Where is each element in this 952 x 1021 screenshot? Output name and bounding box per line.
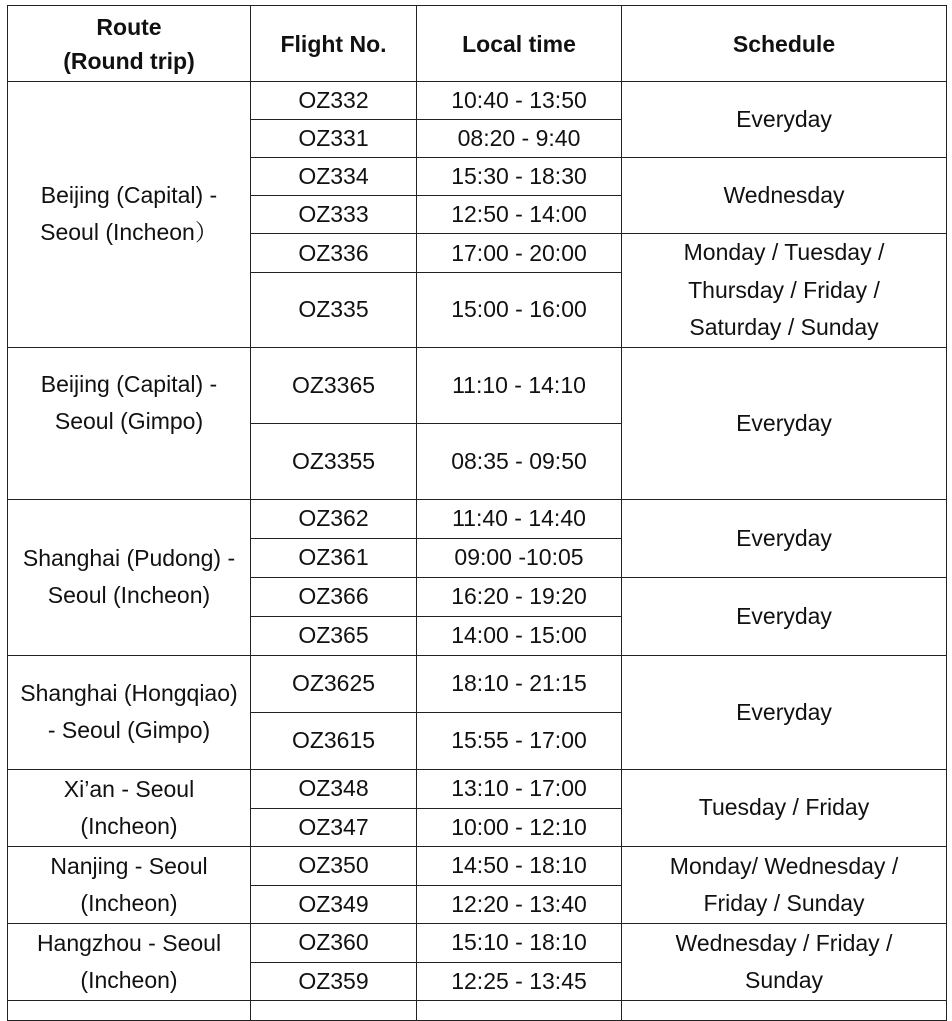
schedule-cell: Monday/ Wednesday / Friday / Sunday — [622, 846, 947, 923]
header-schedule: Schedule — [622, 6, 947, 82]
local-time-cell: 11:10 - 14:10 — [417, 347, 622, 423]
local-time-cell: 12:25 - 13:45 — [417, 962, 622, 1000]
local-time-cell: 12:20 - 13:40 — [417, 885, 622, 923]
local-time-cell: 10:40 - 13:50 — [417, 82, 622, 120]
local-time-cell: 09:00 -10:05 — [417, 538, 622, 577]
flight-no-cell: OZ347 — [251, 808, 417, 846]
flight-no-cell: OZ3625 — [251, 655, 417, 712]
flight-no-cell: OZ362 — [251, 499, 417, 538]
schedule-cell: Everyday — [622, 655, 947, 769]
flight-no-cell: OZ360 — [251, 923, 417, 962]
flight-no-cell: OZ3355 — [251, 423, 417, 499]
local-time-cell: 14:00 - 15:00 — [417, 616, 622, 655]
local-time-cell: 10:00 - 12:10 — [417, 808, 622, 846]
local-time-cell: 15:00 - 16:00 — [417, 273, 622, 347]
flight-schedule-table — [7, 5, 947, 1021]
flight-no-cell: OZ336 — [251, 234, 417, 273]
flight-no-cell: OZ331 — [251, 120, 417, 158]
header-flight-no: Flight No. — [251, 6, 417, 82]
route-cell-shanghai-gimpo: Shanghai (Hongqiao) - Seoul (Gimpo) — [8, 655, 251, 769]
flight-no-cell: OZ349 — [251, 885, 417, 923]
route-cell-xian-incheon: Xi’an - Seoul (Incheon) — [8, 769, 251, 846]
header-route-label: Route (Round trip) — [63, 13, 195, 74]
flight-no-cell: OZ333 — [251, 196, 417, 234]
local-time-cell: 15:30 - 18:30 — [417, 158, 622, 196]
flight-no-cell: OZ366 — [251, 577, 417, 616]
flight-no-cell: OZ3365 — [251, 347, 417, 423]
local-time-cell: 08:35 - 09:50 — [417, 423, 622, 499]
local-time-cell: 16:20 - 19:20 — [417, 577, 622, 616]
schedule-cell: Everyday — [622, 577, 947, 655]
route-cell-nanjing-incheon: Nanjing - Seoul (Incheon) — [8, 846, 251, 923]
route-cell-hangzhou-incheon: Hangzhou - Seoul (Incheon) — [8, 923, 251, 1000]
schedule-cell: Monday / Tuesday / Thursday / Friday / Saturday / Sunday — [622, 234, 947, 348]
local-time-cell: 08:20 - 9:40 — [417, 120, 622, 158]
header-local-time: Local time — [417, 6, 622, 82]
schedule-cell: Everyday — [622, 499, 947, 577]
local-time-cell: 12:50 - 14:00 — [417, 196, 622, 234]
route-cell-beijing-incheon: Beijing (Capital) - Seoul (Incheon） — [8, 82, 251, 348]
next-row-cell — [8, 1000, 251, 1020]
schedule-cell: Tuesday / Friday — [622, 769, 947, 846]
next-row-cell — [622, 1000, 947, 1020]
flight-no-cell: OZ3615 — [251, 712, 417, 769]
flight-no-cell: OZ334 — [251, 158, 417, 196]
local-time-cell: 14:50 - 18:10 — [417, 846, 622, 885]
flight-no-cell: OZ359 — [251, 962, 417, 1000]
flight-no-cell: OZ332 — [251, 82, 417, 120]
local-time-cell: 13:10 - 17:00 — [417, 769, 622, 808]
flight-no-cell: OZ361 — [251, 538, 417, 577]
header-route — [8, 6, 251, 82]
schedule-cell: Wednesday / Friday / Sunday — [622, 923, 947, 1000]
flight-no-cell: OZ335 — [251, 273, 417, 347]
schedule-cell: Everyday — [622, 347, 947, 499]
flight-no-cell: OZ350 — [251, 846, 417, 885]
flight-no-cell: OZ348 — [251, 769, 417, 808]
next-row-cell — [417, 1000, 622, 1020]
route-cell-beijing-gimpo: Beijing (Capital) - Seoul (Gimpo) — [8, 347, 251, 499]
flight-no-cell: OZ365 — [251, 616, 417, 655]
local-time-cell: 17:00 - 20:00 — [417, 234, 622, 273]
local-time-cell: 11:40 - 14:40 — [417, 499, 622, 538]
local-time-cell: 18:10 - 21:15 — [417, 655, 622, 712]
schedule-cell: Wednesday — [622, 158, 947, 234]
next-row-cell — [251, 1000, 417, 1020]
local-time-cell: 15:55 - 17:00 — [417, 712, 622, 769]
schedule-cell: Everyday — [622, 82, 947, 158]
local-time-cell: 15:10 - 18:10 — [417, 923, 622, 962]
route-cell-shanghai-incheon: Shanghai (Pudong) - Seoul (Incheon) — [8, 499, 251, 655]
